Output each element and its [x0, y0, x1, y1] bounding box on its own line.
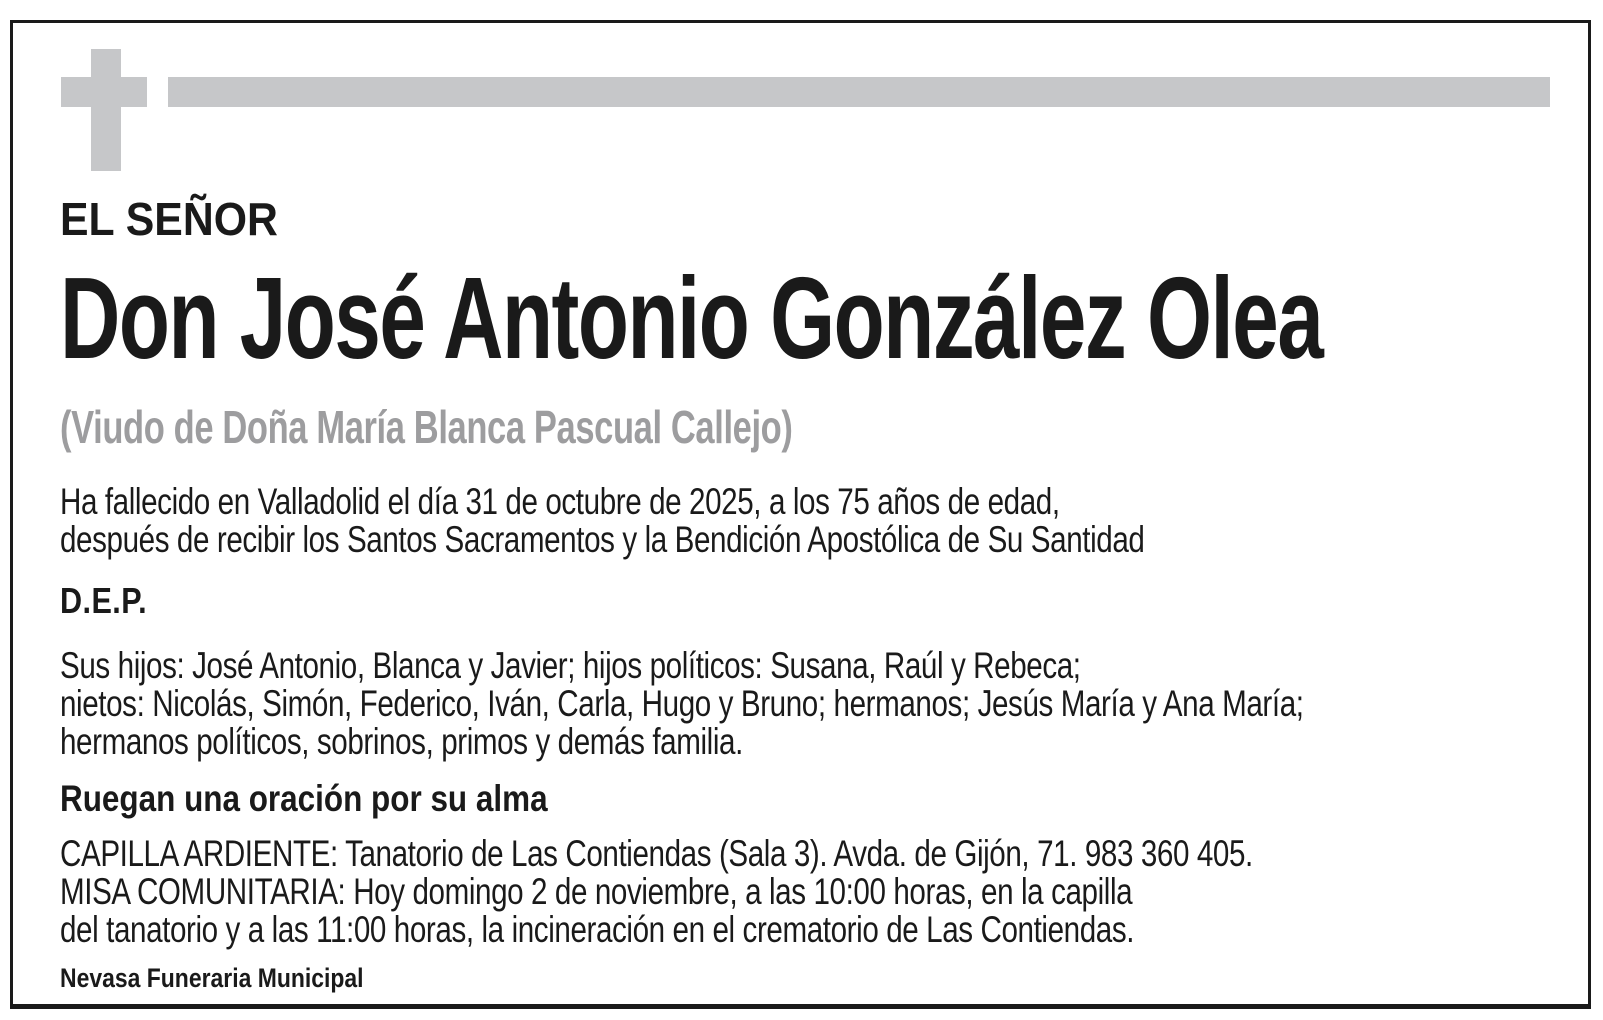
- service-information-line: CAPILLA ARDIENTE: Tanatorio de Las Contiendas (Sala 3). Avda. de Gijón, 71. 983 360 405.: [60, 833, 1253, 874]
- header-rule: [168, 77, 1550, 107]
- death-announcement-line: después de recibir los Santos Sacramentos y la Bendición Apostólica de Su Santidad: [60, 519, 1145, 560]
- cross-vertical-bar: [91, 49, 121, 171]
- prayer-request: Ruegan una oración por su alma: [60, 778, 548, 819]
- deceased-name: Don José Antonio González Olea: [60, 253, 1323, 383]
- death-announcement: [60, 483, 1416, 559]
- obituary-notice: [10, 20, 1591, 1009]
- header-title: EL SEÑOR: [60, 193, 278, 245]
- relation-note: (Viudo de Doña María Blanca Pascual Callejo): [60, 401, 793, 453]
- family-list-line: nietos: Nicolás, Simón, Federico, Iván, Carla, Hugo y Bruno; hermanos; Jesús María y Ana María;: [60, 683, 1304, 724]
- cross-horizontal-bar: [61, 77, 147, 107]
- service-information-line: MISA COMUNITARIA: Hoy domingo 2 de noviembre, a las 10:00 horas, en la capilla: [60, 871, 1133, 912]
- cross-icon: [61, 49, 147, 171]
- family-list: [60, 647, 1603, 761]
- dep-abbreviation: D.E.P.: [60, 580, 148, 621]
- family-list-line: Sus hijos: José Antonio, Blanca y Javier; hijos políticos: Susana, Raúl y Rebeca;: [60, 645, 1081, 686]
- service-information: [60, 835, 1551, 949]
- funeral-home-name: Nevasa Funeraria Municipal: [60, 963, 364, 993]
- death-announcement-line: Ha fallecido en Valladolid el día 31 de octubre de 2025, a los 75 años de edad,: [60, 481, 1060, 522]
- service-information-line: del tanatorio y a las 11:00 horas, la incineración en el crematorio de Las Contiendas.: [60, 909, 1135, 950]
- family-list-line: hermanos políticos, sobrinos, primos y demás familia.: [60, 721, 743, 762]
